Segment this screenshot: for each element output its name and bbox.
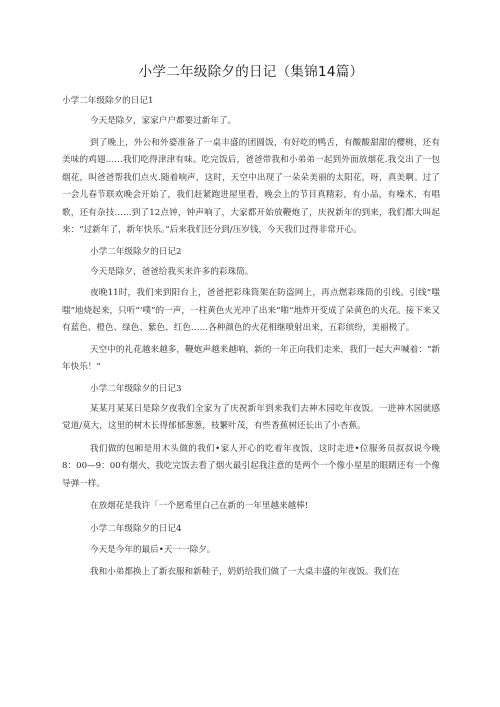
entry-paragraph: 我们做的包厢是用木头做的我们•家人开心的吃着年夜饭，这时走进•位服务员叔叔说今晚8：00—9：00有烟火，我吃完饭去看了烟火最引起我注意的是两个一个像小星星的眼睛还有一个像导弹一样。 bbox=[62, 443, 440, 489]
entry-paragraph: 到了晚上，外公和外婆准备了一桌丰盛的团圆饭，有好吃的鸭舌，有酸酸甜甜的樱桃，还有美味的鸡翅……我们吃得津津有味。吃完饭后，爸爸带我和小弟弟一起到外面放烟花.我交出了一包烟花，叫爸爸帮我们点火.随着响声，这时，天空中出现了一朵朵美丽的太阳花，呀，真美啊。过了一会儿春节联欢晚会开始了，我们赶紧跑进屋里看，晚会上的节目真精彩，有小品，有噪术，有唱歌，还有杂技……到了12点钟，钟声响了，大家都开始放鞭炮了，庆祝新年的到来，我们都大叫起来：“过新年了，新年快乐。”后来我们还分到/压岁钱，今天我们过得非常开心。 bbox=[62, 137, 440, 235]
entry-paragraph: 今天是除夕，爸爸给我买来许多的彩珠筒。 bbox=[90, 266, 254, 277]
entry-paragraph: 今天是今年的最后•天一一除夕。 bbox=[90, 544, 216, 555]
entry-heading: 小学二年级除夕的日记4 bbox=[90, 523, 182, 534]
entry-paragraph: 某某月某某日是除夕夜我们全家为了庆祝新年到来我们去神木园吃年夜饭。一进神木园就感觉道/莫大，这里的树木长得郁郁葱葱，枝繁叶茂，有些香蕉树还长出了小杏蕉。 bbox=[62, 403, 440, 431]
entry-paragraph: 今天是除夕，家家户户都要过新年了。 bbox=[90, 116, 237, 126]
entry-heading: 小学二年级除夕的日记1 bbox=[62, 96, 154, 106]
entry-paragraph: 夜晚11时，我们来到阳台上，爸爸把彩珠筒架在防盗网上，再点燃彩珠筒的引线。引线“嗤嗤”地烧起来，只听“‘噗”的一声，一柱黄色火光冲了出来“啪”地炸开变成了朵黄色的火花。接下来又有蓝色、橙色、绿色、紫色、红色……各种颜色的火花相继喷射出来，五彩缤纷，美丽极了。 bbox=[62, 288, 440, 333]
entry-heading: 小学二年级除夕的日记2 bbox=[90, 246, 182, 257]
entry-paragraph: 在放烟花是我许「一个愿希里白己在新的一年里越来越棒! bbox=[90, 501, 309, 511]
document-title: 小学二年级除夕的日记（集锦14篇） bbox=[138, 64, 364, 80]
entry-heading: 小学二年级除夕的日记3 bbox=[90, 383, 182, 394]
entry-paragraph: 天空中的礼花越来越多，鞭炮声越来越响，新的一年正向我们走来，我们一起大声喊着：“新年快乐！” bbox=[62, 344, 440, 372]
entry-paragraph: 我和小弟都换上了新衣服和新鞋子，奶奶给我们做了一大桌丰盛的年夜饭。我们在 bbox=[90, 567, 400, 577]
